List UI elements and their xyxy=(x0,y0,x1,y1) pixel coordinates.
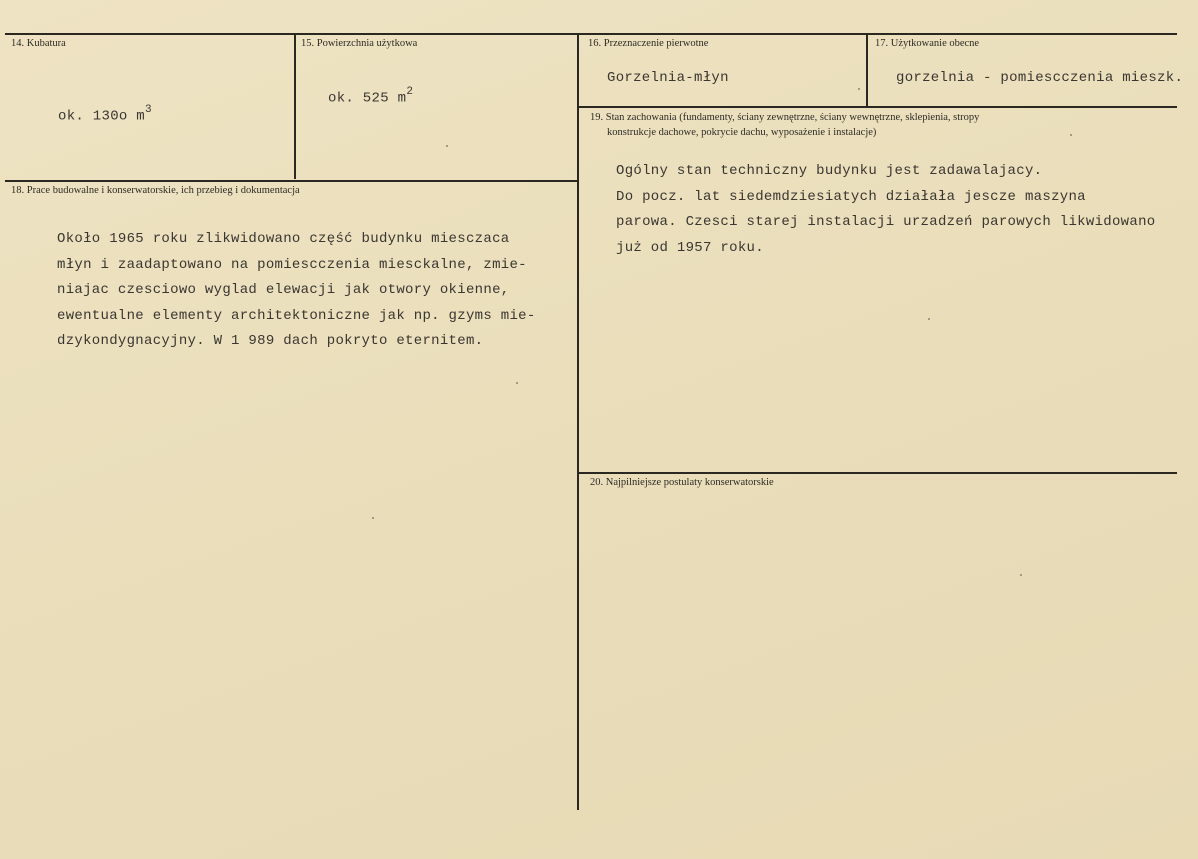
divider-14-15 xyxy=(294,35,296,179)
rule-above-19 xyxy=(579,106,1177,108)
field-19-line: Ogólny stan techniczny budynku jest zadawalajacy. xyxy=(616,163,1043,179)
field-14-label: 14. Kubatura xyxy=(11,38,66,49)
paper-speck xyxy=(446,145,448,147)
field-16-value: Gorzelnia-młyn xyxy=(607,70,729,86)
field-18-line: młyn i zaadaptowano na pomiescczenia miesckalne, zmie- xyxy=(57,256,527,273)
paper-speck xyxy=(1070,134,1072,136)
field-17-value: gorzelnia - pomiescczenia mieszk. xyxy=(896,70,1184,86)
field-14-value xyxy=(58,106,152,125)
field-19-text xyxy=(616,159,1155,261)
top-rule xyxy=(5,33,1177,35)
field-19-line: już od 1957 roku. xyxy=(616,239,764,256)
paper-speck xyxy=(1020,574,1022,576)
field-18-line: Około 1965 roku zlikwidowano część budynku miesczaca xyxy=(57,231,510,247)
field-19-line: Do pocz. lat siedemdziesiatych działała jescze maszyna xyxy=(616,188,1086,205)
rule-above-18 xyxy=(5,180,579,182)
field-19-label-line-2: konstrukcje dachowe, pokrycie dachu, wyposażenie i instalacje) xyxy=(607,127,877,138)
paper-speck xyxy=(928,318,930,320)
divider-16-17 xyxy=(866,35,868,106)
main-column-divider xyxy=(577,35,579,810)
field-14-value-text: ok. 130o m xyxy=(58,108,146,125)
field-17-label: 17. Użytkowanie obecne xyxy=(875,38,980,49)
field-18-text xyxy=(57,227,536,355)
field-18-line: ewentualne elementy architektoniczne jak np. gzyms mie- xyxy=(57,307,536,324)
field-15-label: 15. Powierzchnia użytkowa xyxy=(301,38,418,49)
field-20-label: 20. Najpilniejsze postulaty konserwatorskie xyxy=(590,477,774,488)
field-14-unit-exponent: 3 xyxy=(145,104,152,116)
field-19-label-line-1: 19. Stan zachowania (fundamenty, ściany zewnętrzne, ściany wewnętrzne, sklepienia, stropy xyxy=(590,112,980,123)
paper-speck xyxy=(372,517,374,519)
field-18-label: 18. Prace budowalne i konserwatorskie, ich przebieg i dokumentacja xyxy=(11,185,300,196)
paper-speck xyxy=(858,88,860,90)
field-18-line: dzykondygnacyjny. W 1 989 dach pokryto eternitem. xyxy=(57,333,484,349)
field-15-value xyxy=(328,88,413,107)
field-15-value-text: ok. 525 m xyxy=(328,90,407,107)
field-15-unit-exponent: 2 xyxy=(406,86,414,98)
rule-above-20 xyxy=(579,472,1177,474)
paper-speck xyxy=(516,382,518,384)
field-18-line: niajac czesciowo wyglad elewacji jak otwory okienne, xyxy=(57,282,510,298)
field-16-label: 16. Przeznaczenie pierwotne xyxy=(588,38,709,49)
field-19-line: parowa. Czesci starej instalacji urzadzeń parowych likwidowano xyxy=(616,214,1156,230)
